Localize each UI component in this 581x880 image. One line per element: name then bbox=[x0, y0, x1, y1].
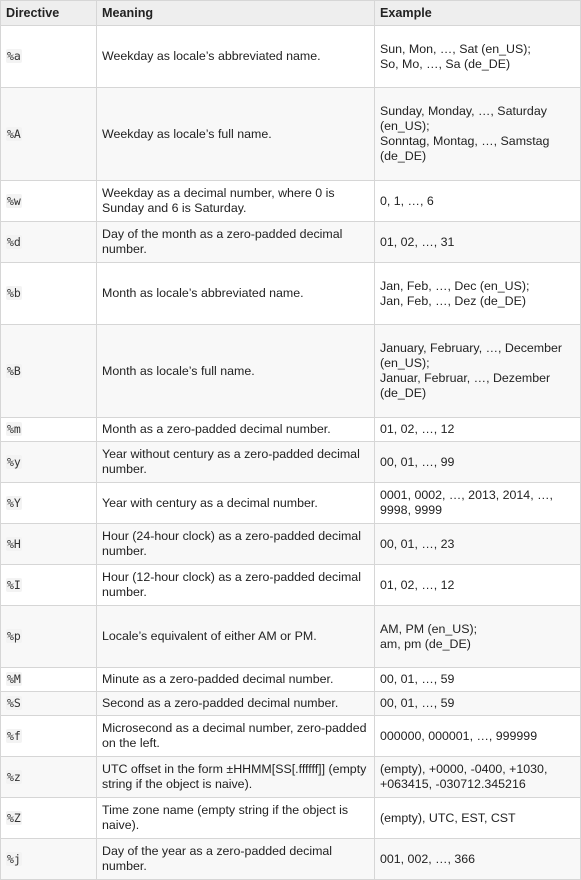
meaning-cell: Year without century as a zero-padded decimal number. bbox=[97, 442, 375, 483]
directive-cell bbox=[1, 26, 97, 88]
directive-cell bbox=[1, 565, 97, 606]
table-header bbox=[1, 1, 581, 26]
directive-code: %j bbox=[7, 851, 21, 866]
example-line: 00, 01, …, 99 bbox=[380, 454, 455, 469]
meaning-cell: Weekday as locale’s full name. bbox=[97, 88, 375, 181]
example-line: 01, 02, …, 12 bbox=[380, 422, 455, 436]
table-row bbox=[1, 524, 581, 565]
table-row bbox=[1, 757, 581, 798]
example-cell bbox=[375, 181, 581, 222]
meaning-cell: Time zone name (empty string if the object is naive). bbox=[97, 798, 375, 839]
example-line: (empty), +0000, -0400, +1030, +063415, -030712.345216 bbox=[380, 762, 548, 791]
meaning-cell: Day of the month as a zero-padded decimal number. bbox=[97, 222, 375, 263]
meaning-cell: Month as locale’s abbreviated name. bbox=[97, 263, 375, 325]
meaning-cell: Weekday as locale’s abbreviated name. bbox=[97, 26, 375, 88]
table-row bbox=[1, 668, 581, 692]
example-line: Sonntag, Montag, …, Samstag (de_DE) bbox=[380, 134, 550, 163]
directive-cell bbox=[1, 798, 97, 839]
example-line: Sun, Mon, …, Sat (en_US); bbox=[380, 41, 531, 56]
directive-cell bbox=[1, 524, 97, 565]
example-line: Sunday, Monday, …, Saturday (en_US); bbox=[380, 104, 547, 133]
example-cell bbox=[375, 757, 581, 798]
directive-code: %d bbox=[7, 234, 21, 249]
directive-cell bbox=[1, 757, 97, 798]
directive-code: %Y bbox=[7, 495, 21, 510]
directive-cell bbox=[1, 442, 97, 483]
example-cell bbox=[375, 692, 581, 716]
example-line: 00, 01, …, 59 bbox=[380, 672, 455, 686]
example-line: So, Mo, …, Sa (de_DE) bbox=[380, 56, 511, 71]
header-directive: Directive bbox=[1, 1, 97, 26]
directive-cell bbox=[1, 325, 97, 418]
table-row bbox=[1, 606, 581, 668]
example-cell bbox=[375, 798, 581, 839]
example-line: am, pm (de_DE) bbox=[380, 636, 471, 651]
directive-code: %S bbox=[7, 696, 21, 710]
meaning-cell: Day of the year as a zero-padded decimal number. bbox=[97, 839, 375, 880]
example-line: 00, 01, …, 23 bbox=[380, 536, 455, 551]
directive-code: %M bbox=[7, 672, 21, 686]
directive-code: %B bbox=[7, 363, 21, 378]
example-line: 01, 02, …, 31 bbox=[380, 234, 455, 249]
meaning-cell: Second as a zero-padded decimal number. bbox=[97, 692, 375, 716]
meaning-cell: Locale’s equivalent of either AM or PM. bbox=[97, 606, 375, 668]
example-line: January, February, …, December (en_US); bbox=[380, 341, 563, 370]
meaning-cell: Hour (24-hour clock) as a zero-padded decimal number. bbox=[97, 524, 375, 565]
example-cell bbox=[375, 418, 581, 442]
table-row bbox=[1, 325, 581, 418]
example-cell bbox=[375, 565, 581, 606]
directive-code: %H bbox=[7, 536, 21, 551]
example-cell bbox=[375, 524, 581, 565]
directive-code: %y bbox=[7, 454, 21, 469]
table-row bbox=[1, 565, 581, 606]
directive-cell bbox=[1, 692, 97, 716]
directive-cell bbox=[1, 418, 97, 442]
example-cell bbox=[375, 263, 581, 325]
meaning-cell: Year with century as a decimal number. bbox=[97, 483, 375, 524]
example-cell bbox=[375, 668, 581, 692]
directive-code: %m bbox=[7, 422, 21, 436]
example-line: 01, 02, …, 12 bbox=[380, 577, 455, 592]
table-row bbox=[1, 263, 581, 325]
directive-cell bbox=[1, 222, 97, 263]
directive-cell bbox=[1, 668, 97, 692]
example-cell bbox=[375, 325, 581, 418]
directive-code: %I bbox=[7, 577, 21, 592]
example-cell bbox=[375, 483, 581, 524]
table-row bbox=[1, 839, 581, 880]
table-row bbox=[1, 798, 581, 839]
directive-cell bbox=[1, 181, 97, 222]
directive-code: %Z bbox=[7, 810, 21, 825]
example-line: Jan, Feb, …, Dez (de_DE) bbox=[380, 293, 526, 308]
table-row bbox=[1, 483, 581, 524]
directive-code: %a bbox=[7, 49, 21, 63]
table-row bbox=[1, 222, 581, 263]
table-row bbox=[1, 26, 581, 88]
example-line: 0001, 0002, …, 2013, 2014, …, 9998, 9999 bbox=[380, 488, 553, 517]
meaning-cell: UTC offset in the form ±HHMM[SS[.ffffff]] (empty string if the object is naive). bbox=[97, 757, 375, 798]
directive-cell bbox=[1, 88, 97, 181]
meaning-cell: Month as locale’s full name. bbox=[97, 325, 375, 418]
example-line: 000000, 000001, …, 999999 bbox=[380, 728, 538, 743]
directive-cell bbox=[1, 716, 97, 757]
directive-code: %w bbox=[7, 193, 21, 208]
example-line: Januar, Februar, …, Dezember (de_DE) bbox=[380, 371, 551, 400]
directive-code: %z bbox=[7, 769, 21, 784]
header-meaning: Meaning bbox=[97, 1, 375, 26]
example-cell bbox=[375, 88, 581, 181]
example-cell bbox=[375, 716, 581, 757]
meaning-cell: Month as a zero-padded decimal number. bbox=[97, 418, 375, 442]
directive-code: %A bbox=[7, 126, 21, 141]
table-row bbox=[1, 716, 581, 757]
directive-cell bbox=[1, 839, 97, 880]
example-line: 001, 002, …, 366 bbox=[380, 851, 476, 866]
example-cell bbox=[375, 222, 581, 263]
example-line: (empty), UTC, EST, CST bbox=[380, 810, 516, 825]
meaning-cell: Hour (12-hour clock) as a zero-padded decimal number. bbox=[97, 565, 375, 606]
directive-code: %b bbox=[7, 286, 21, 300]
directive-cell bbox=[1, 263, 97, 325]
directive-code: %p bbox=[7, 629, 21, 643]
meaning-cell: Minute as a zero-padded decimal number. bbox=[97, 668, 375, 692]
table-row bbox=[1, 692, 581, 716]
table-body bbox=[1, 26, 581, 880]
example-cell bbox=[375, 606, 581, 668]
example-line: Jan, Feb, …, Dec (en_US); bbox=[380, 278, 530, 293]
meaning-cell: Microsecond as a decimal number, zero-padded on the left. bbox=[97, 716, 375, 757]
header-row bbox=[1, 1, 581, 26]
example-cell bbox=[375, 839, 581, 880]
meaning-cell: Weekday as a decimal number, where 0 is Sunday and 6 is Saturday. bbox=[97, 181, 375, 222]
table-row bbox=[1, 88, 581, 181]
table-row bbox=[1, 418, 581, 442]
directive-code: %f bbox=[7, 728, 21, 743]
example-line: 0, 1, …, 6 bbox=[380, 193, 434, 208]
example-line: 00, 01, …, 59 bbox=[380, 696, 455, 710]
directive-cell bbox=[1, 606, 97, 668]
table-row bbox=[1, 181, 581, 222]
example-cell bbox=[375, 442, 581, 483]
example-cell bbox=[375, 26, 581, 88]
directive-cell bbox=[1, 483, 97, 524]
example-line: AM, PM (en_US); bbox=[380, 621, 478, 636]
header-example: Example bbox=[375, 1, 581, 26]
table-row bbox=[1, 442, 581, 483]
